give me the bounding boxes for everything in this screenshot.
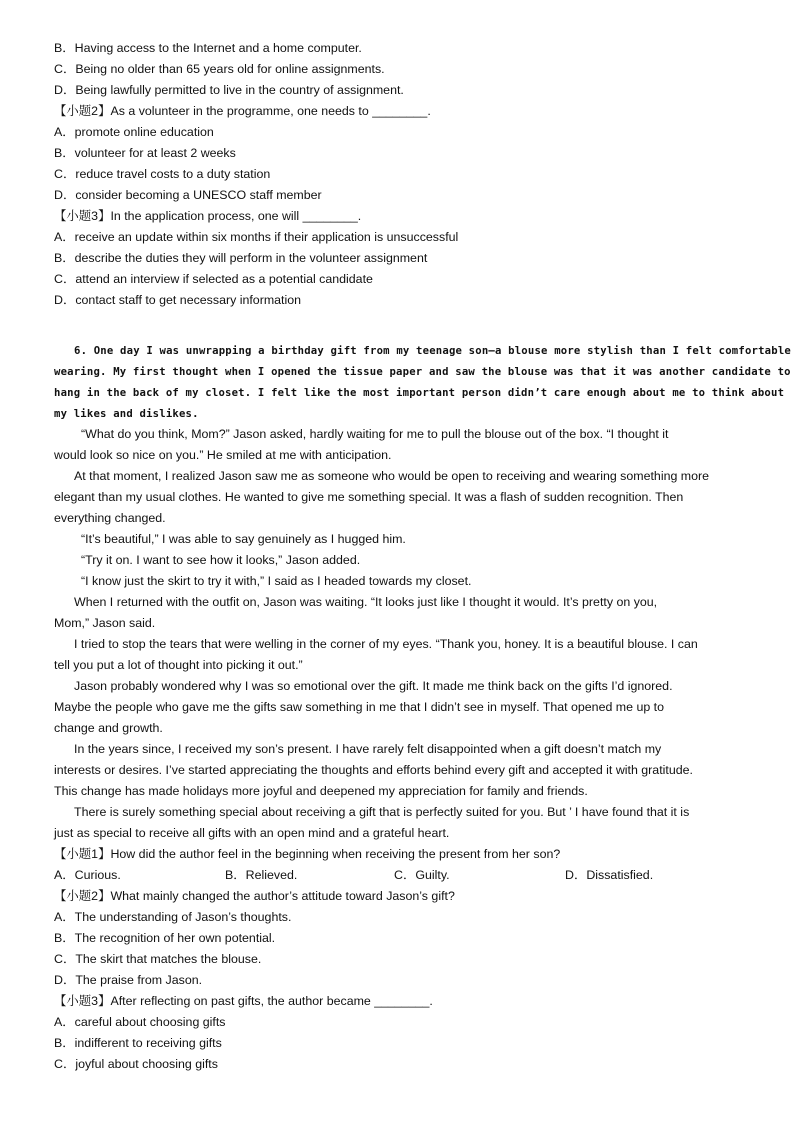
passage6-line: interests or desires. I’ve started appreciating the thoughts and efforts behind every gift and accepted it with gratitude. <box>54 763 693 777</box>
passage6-intro-line: 6. One day I was unwrapping a birthday gift from my teenage son—a blouse more stylish than I felt comfortable <box>74 345 791 357</box>
q6-3-stem: 【小题3】After reflecting on past gifts, the author became ________. <box>54 994 433 1008</box>
q6-2-stem: 【小题2】What mainly changed the author’s attitude toward Jason’s gift? <box>54 889 455 903</box>
passage6-line: Jason probably wondered why I was so emotional over the gift. It made me think back on the gifts I’d ignored. <box>74 679 673 693</box>
passage6-line: “I know just the skirt to try it with,” I said as I headed towards my closet. <box>81 574 472 588</box>
q5-2-option-b: B．volunteer for at least 2 weeks <box>54 146 236 160</box>
q6-1-option-d: D．Dissatisfied. <box>565 868 654 882</box>
q6-3-option-a: A．careful about choosing gifts <box>54 1015 226 1029</box>
q5-3-option-d: D．contact staff to get necessary information <box>54 293 302 307</box>
q5-1-option-c: C．Being no older than 65 years old for online assignments. <box>54 62 385 76</box>
passage6-line: I tried to stop the tears that were welling in the corner of my eyes. “Thank you, honey. It is a beautiful blouse. I can <box>74 637 698 651</box>
passage6-line: “It’s beautiful,” I was able to say genuinely as I hugged him. <box>81 532 406 546</box>
q5-1-option-b: B．Having access to the Internet and a home computer. <box>54 41 362 55</box>
passage6-line: change and growth. <box>54 721 163 735</box>
passage6-intro-line: my likes and dislikes. <box>54 408 199 420</box>
q5-2-option-a: A．promote online education <box>54 125 214 139</box>
q6-2-option-b: B．The recognition of her own potential. <box>54 931 276 945</box>
passage6-line: This change has made holidays more joyful and deepened my appreciation for family and friends. <box>54 784 588 798</box>
passage6-line: everything changed. <box>54 511 166 525</box>
passage6-intro-line: wearing. My first thought when I opened the tissue paper and saw the blouse was that it was another candidate to <box>54 366 791 378</box>
passage6-line: “What do you think, Mom?” Jason asked, hardly waiting for me to pull the blouse out of the box. “I thought it <box>81 427 669 441</box>
passage6-intro-line: hang in the back of my closet. I felt like the most important person didn’t care enough about me to think about <box>54 387 785 399</box>
passage6-line: At that moment, I realized Jason saw me as someone who would be open to receiving and wearing something more <box>74 469 710 483</box>
passage6-line: just as special to receive all gifts with an open mind and a grateful heart. <box>54 826 450 840</box>
q6-2-option-a: A．The understanding of Jason’s thoughts. <box>54 910 292 924</box>
q5-2-stem: 【小题2】As a volunteer in the programme, one needs to ________. <box>54 104 431 118</box>
q5-2-option-d: D．consider becoming a UNESCO staff member <box>54 188 322 202</box>
passage6-line: elegant than my usual clothes. He wanted to give me something special. It was a flash of sudden recognition. Then <box>54 490 684 504</box>
passage6-line: When I returned with the outfit on, Jason was waiting. “It looks just like I thought it would. It’s pretty on you, <box>74 595 658 609</box>
passage6-line: “Try it on. I want to see how it looks,” Jason added. <box>81 553 361 567</box>
q6-2-option-c: C．The skirt that matches the blouse. <box>54 952 262 966</box>
passage6-line: would look so nice on you.” He smiled at me with anticipation. <box>54 448 392 462</box>
q6-1-option-c: C．Guilty. <box>394 868 450 882</box>
q6-2-option-d: D．The praise from Jason. <box>54 973 203 987</box>
passage6-line: Maybe the people who gave me the gifts saw something in me that I didn’t see in myself. That opened me up to <box>54 700 665 714</box>
passage6-line: In the years since, I received my son’s present. I have rarely felt disappointed when a gift doesn’t match my <box>74 742 662 756</box>
q5-1-option-d: D．Being lawfully permitted to live in the country of assignment. <box>54 83 404 97</box>
passage6-line: Mom,” Jason said. <box>54 616 156 630</box>
q6-1-option-a: A．Curious. <box>54 868 121 882</box>
q5-3-option-c: C．attend an interview if selected as a potential candidate <box>54 272 373 286</box>
q6-1-stem: 【小题1】How did the author feel in the beginning when receiving the present from her son? <box>54 847 561 861</box>
q6-1-option-b: B．Relieved. <box>225 868 298 882</box>
q5-3-stem: 【小题3】In the application process, one will ________. <box>54 209 362 223</box>
q6-3-option-b: B．indifferent to receiving gifts <box>54 1036 222 1050</box>
q5-2-option-c: C．reduce travel costs to a duty station <box>54 167 271 181</box>
q6-3-option-c: C．joyful about choosing gifts <box>54 1057 218 1071</box>
q5-3-option-b: B．describe the duties they will perform in the volunteer assignment <box>54 251 428 265</box>
q5-3-option-a: A．receive an update within six months if their application is unsuccessful <box>54 230 459 244</box>
passage6-line: tell you put a lot of thought into picking it out.” <box>54 658 303 672</box>
passage6-line: There is surely something special about receiving a gift that is perfectly suited for you. But ’ I have found that it is <box>74 805 690 819</box>
